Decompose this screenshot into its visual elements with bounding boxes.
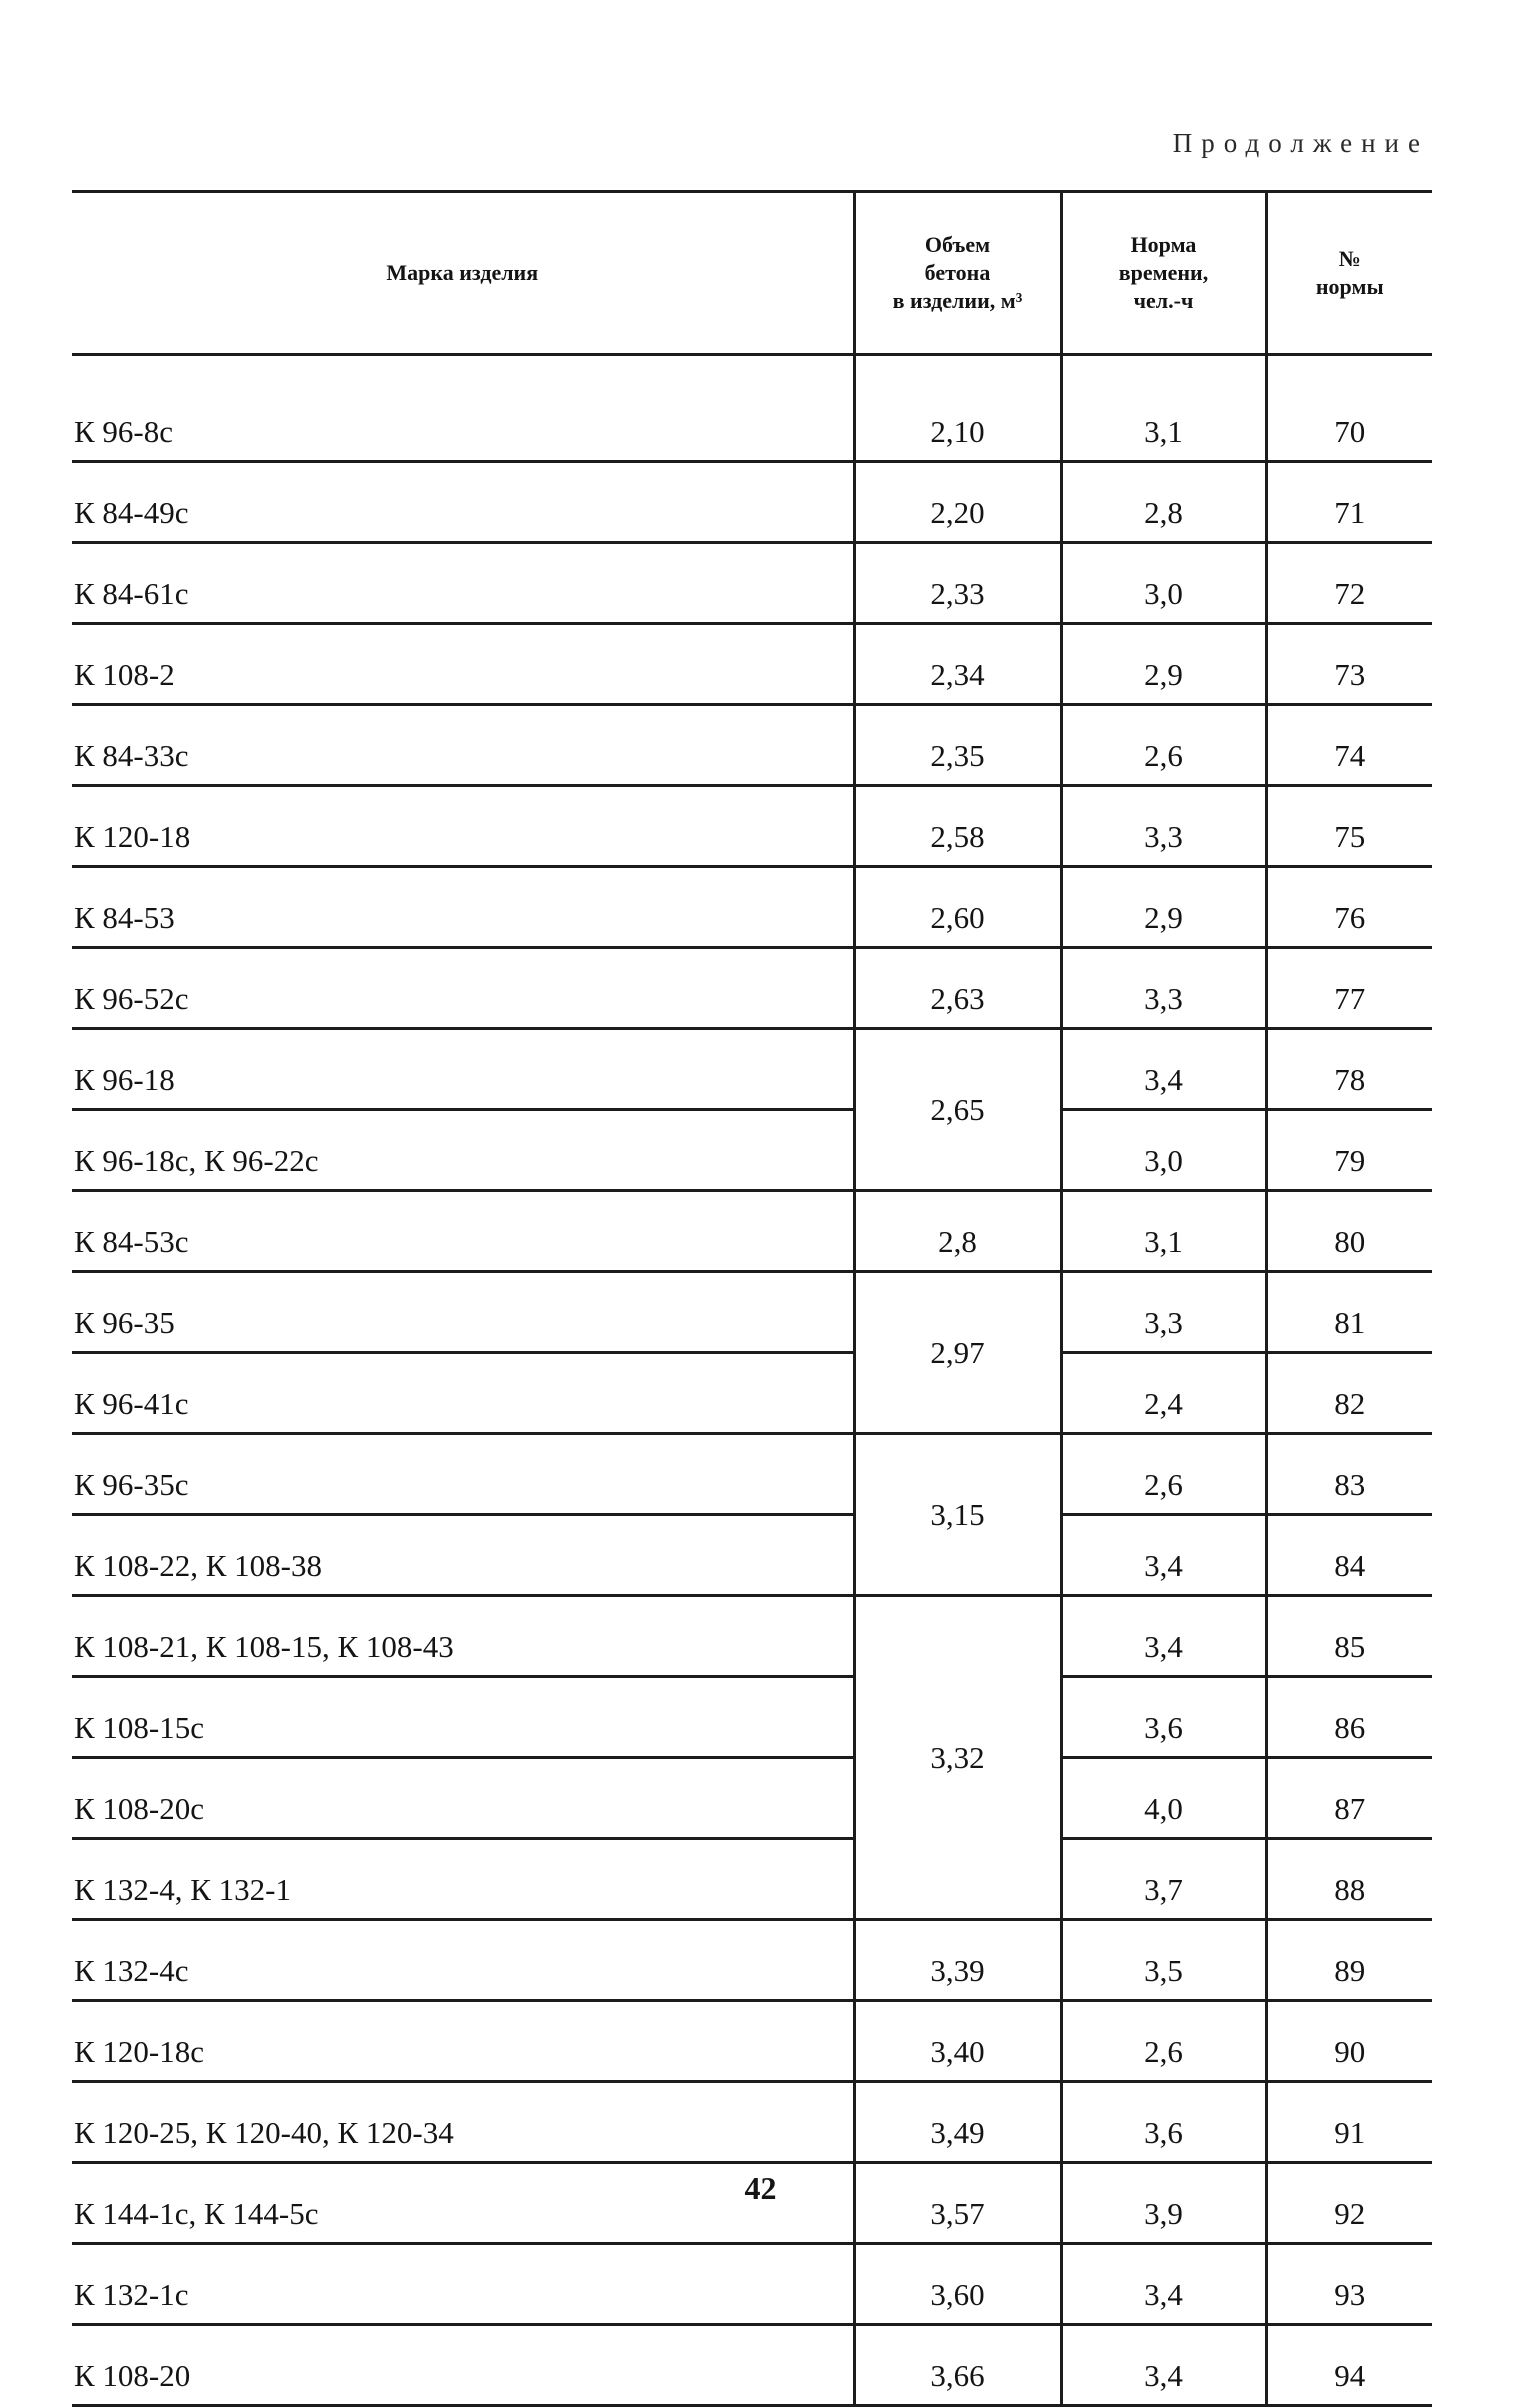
- cell-norm-time: 3,4: [1061, 1515, 1266, 1596]
- table-row: [72, 543, 1432, 624]
- cell-norm-number: 89: [1266, 1920, 1432, 2001]
- cell-mark: К 84-61с: [72, 543, 854, 624]
- cell-norm-number: 82: [1266, 1353, 1432, 1434]
- cell-volume: 3,32: [854, 1596, 1061, 1920]
- table-row: [72, 1677, 1432, 1758]
- cell-norm-time: 3,3: [1061, 786, 1266, 867]
- table-row: [72, 624, 1432, 705]
- table-row: [72, 948, 1432, 1029]
- cell-norm-number: 85: [1266, 1596, 1432, 1677]
- cell-volume: 2,33: [854, 543, 1061, 624]
- cell-norm-time: 3,4: [1061, 1596, 1266, 1677]
- cell-volume: 2,20: [854, 462, 1061, 543]
- cell-norm-time: 3,4: [1061, 2244, 1266, 2325]
- cell-norm-number: 70: [1266, 355, 1432, 462]
- table-row: [72, 2001, 1432, 2082]
- cell-norm-time: 3,1: [1061, 1191, 1266, 1272]
- header-norm-time-line: времени,: [1118, 260, 1209, 285]
- header-norm-time-line: чел.-ч: [1133, 288, 1194, 313]
- table-row: [72, 1839, 1432, 1920]
- table-row: [72, 1110, 1432, 1191]
- table-row: [72, 786, 1432, 867]
- cell-mark: К 96-52с: [72, 948, 854, 1029]
- header-volume: [854, 192, 1061, 355]
- cell-volume: 3,15: [854, 1434, 1061, 1596]
- header-norm-number-line: нормы: [1315, 274, 1384, 299]
- cell-volume: 2,10: [854, 355, 1061, 462]
- cell-mark: К 120-18: [72, 786, 854, 867]
- cell-mark: К 84-53с: [72, 1191, 854, 1272]
- cell-norm-time: 3,3: [1061, 1272, 1266, 1353]
- cell-mark: К 108-21, К 108-15, К 108-43: [72, 1596, 854, 1677]
- norms-table: [72, 190, 1432, 2407]
- cell-norm-number: 77: [1266, 948, 1432, 1029]
- cell-norm-time: 2,9: [1061, 867, 1266, 948]
- cell-volume: 2,97: [854, 1272, 1061, 1434]
- table-row: [72, 1515, 1432, 1596]
- cell-norm-number: 79: [1266, 1110, 1432, 1191]
- cell-norm-number: 78: [1266, 1029, 1432, 1110]
- cell-norm-time: 3,0: [1061, 1110, 1266, 1191]
- table-body: [72, 355, 1432, 2406]
- cell-mark: К 132-4с: [72, 1920, 854, 2001]
- cell-mark: К 84-49с: [72, 462, 854, 543]
- cell-volume: 2,34: [854, 624, 1061, 705]
- cell-norm-number: 86: [1266, 1677, 1432, 1758]
- cell-volume: 2,35: [854, 705, 1061, 786]
- table-row: [72, 2244, 1432, 2325]
- table-header-row: [72, 192, 1432, 355]
- header-norm-time: [1061, 192, 1266, 355]
- cell-norm-time: 2,4: [1061, 1353, 1266, 1434]
- cell-norm-number: 94: [1266, 2325, 1432, 2406]
- cell-norm-number: 92: [1266, 2163, 1432, 2244]
- cell-norm-number: 71: [1266, 462, 1432, 543]
- cell-mark: К 96-41с: [72, 1353, 854, 1434]
- cell-norm-time: 2,8: [1061, 462, 1266, 543]
- cell-norm-time: 4,0: [1061, 1758, 1266, 1839]
- table-row: [72, 1272, 1432, 1353]
- header-norm-number: [1266, 192, 1432, 355]
- cell-mark: К 108-20: [72, 2325, 854, 2406]
- table-row: [72, 462, 1432, 543]
- table-row: [72, 2082, 1432, 2163]
- cell-norm-number: 93: [1266, 2244, 1432, 2325]
- cell-norm-time: 3,9: [1061, 2163, 1266, 2244]
- cell-norm-time: 3,5: [1061, 1920, 1266, 2001]
- table-row: [72, 1758, 1432, 1839]
- cell-mark: К 84-53: [72, 867, 854, 948]
- cell-mark: К 96-18с, К 96-22с: [72, 1110, 854, 1191]
- header-norm-number-line: №: [1338, 246, 1361, 271]
- cell-mark: К 108-20с: [72, 1758, 854, 1839]
- table-row: [72, 1191, 1432, 1272]
- cell-norm-time: 3,3: [1061, 948, 1266, 1029]
- cell-mark: К 120-25, К 120-40, К 120-34: [72, 2082, 854, 2163]
- cell-norm-number: 87: [1266, 1758, 1432, 1839]
- table-row: [72, 1434, 1432, 1515]
- header-volume-line: в изделии, м³: [892, 288, 1023, 313]
- cell-norm-number: 73: [1266, 624, 1432, 705]
- cell-volume: 2,8: [854, 1191, 1061, 1272]
- table-row: [72, 2325, 1432, 2406]
- continued-label: Продолжение: [1172, 128, 1429, 158]
- cell-norm-number: 75: [1266, 786, 1432, 867]
- cell-volume: 3,57: [854, 2163, 1061, 2244]
- cell-norm-time: 3,6: [1061, 2082, 1266, 2163]
- table-row: [72, 1029, 1432, 1110]
- cell-norm-time: 2,6: [1061, 705, 1266, 786]
- header-volume-line: бетона: [924, 260, 991, 285]
- cell-mark: К 108-2: [72, 624, 854, 705]
- cell-mark: К 144-1с, К 144-5с: [72, 2163, 854, 2244]
- cell-volume: 3,40: [854, 2001, 1061, 2082]
- cell-norm-number: 84: [1266, 1515, 1432, 1596]
- cell-norm-number: 76: [1266, 867, 1432, 948]
- cell-mark: К 108-15с: [72, 1677, 854, 1758]
- cell-volume: 2,63: [854, 948, 1061, 1029]
- cell-mark: К 108-22, К 108-38: [72, 1515, 854, 1596]
- cell-mark: К 120-18с: [72, 2001, 854, 2082]
- header-volume-line: Объем: [924, 232, 991, 257]
- cell-norm-time: 3,0: [1061, 543, 1266, 624]
- cell-mark: К 96-35: [72, 1272, 854, 1353]
- cell-norm-number: 74: [1266, 705, 1432, 786]
- cell-volume: 3,60: [854, 2244, 1061, 2325]
- cell-norm-time: 2,9: [1061, 624, 1266, 705]
- cell-norm-number: 83: [1266, 1434, 1432, 1515]
- cell-volume: 3,66: [854, 2325, 1061, 2406]
- page-number: 42: [744, 2170, 777, 2206]
- cell-norm-time: 3,7: [1061, 1839, 1266, 1920]
- cell-norm-number: 91: [1266, 2082, 1432, 2163]
- cell-volume: 3,39: [854, 1920, 1061, 2001]
- cell-mark: К 96-8с: [72, 355, 854, 462]
- table-row: [72, 1920, 1432, 2001]
- cell-norm-time: 2,6: [1061, 1434, 1266, 1515]
- cell-mark: К 132-4, К 132-1: [72, 1839, 854, 1920]
- cell-norm-time: 3,4: [1061, 2325, 1266, 2406]
- cell-volume: 3,49: [854, 2082, 1061, 2163]
- cell-norm-time: 2,6: [1061, 2001, 1266, 2082]
- cell-norm-time: 3,4: [1061, 1029, 1266, 1110]
- cell-norm-number: 88: [1266, 1839, 1432, 1920]
- cell-mark: К 84-33с: [72, 705, 854, 786]
- table-row: [72, 867, 1432, 948]
- cell-volume: 2,60: [854, 867, 1061, 948]
- cell-norm-number: 90: [1266, 2001, 1432, 2082]
- table-row: [72, 1353, 1432, 1434]
- cell-norm-time: 3,1: [1061, 355, 1266, 462]
- cell-norm-number: 80: [1266, 1191, 1432, 1272]
- header-norm-time-line: Норма: [1130, 232, 1197, 257]
- cell-volume: 2,58: [854, 786, 1061, 867]
- cell-volume: 2,65: [854, 1029, 1061, 1191]
- cell-norm-number: 72: [1266, 543, 1432, 624]
- cell-mark: К 132-1с: [72, 2244, 854, 2325]
- cell-norm-time: 3,6: [1061, 1677, 1266, 1758]
- table-row: [72, 705, 1432, 786]
- cell-mark: К 96-35с: [72, 1434, 854, 1515]
- cell-mark: К 96-18: [72, 1029, 854, 1110]
- cell-norm-number: 81: [1266, 1272, 1432, 1353]
- table-row: [72, 355, 1432, 462]
- table-row: [72, 1596, 1432, 1677]
- header-mark: Марка изделия: [72, 192, 854, 355]
